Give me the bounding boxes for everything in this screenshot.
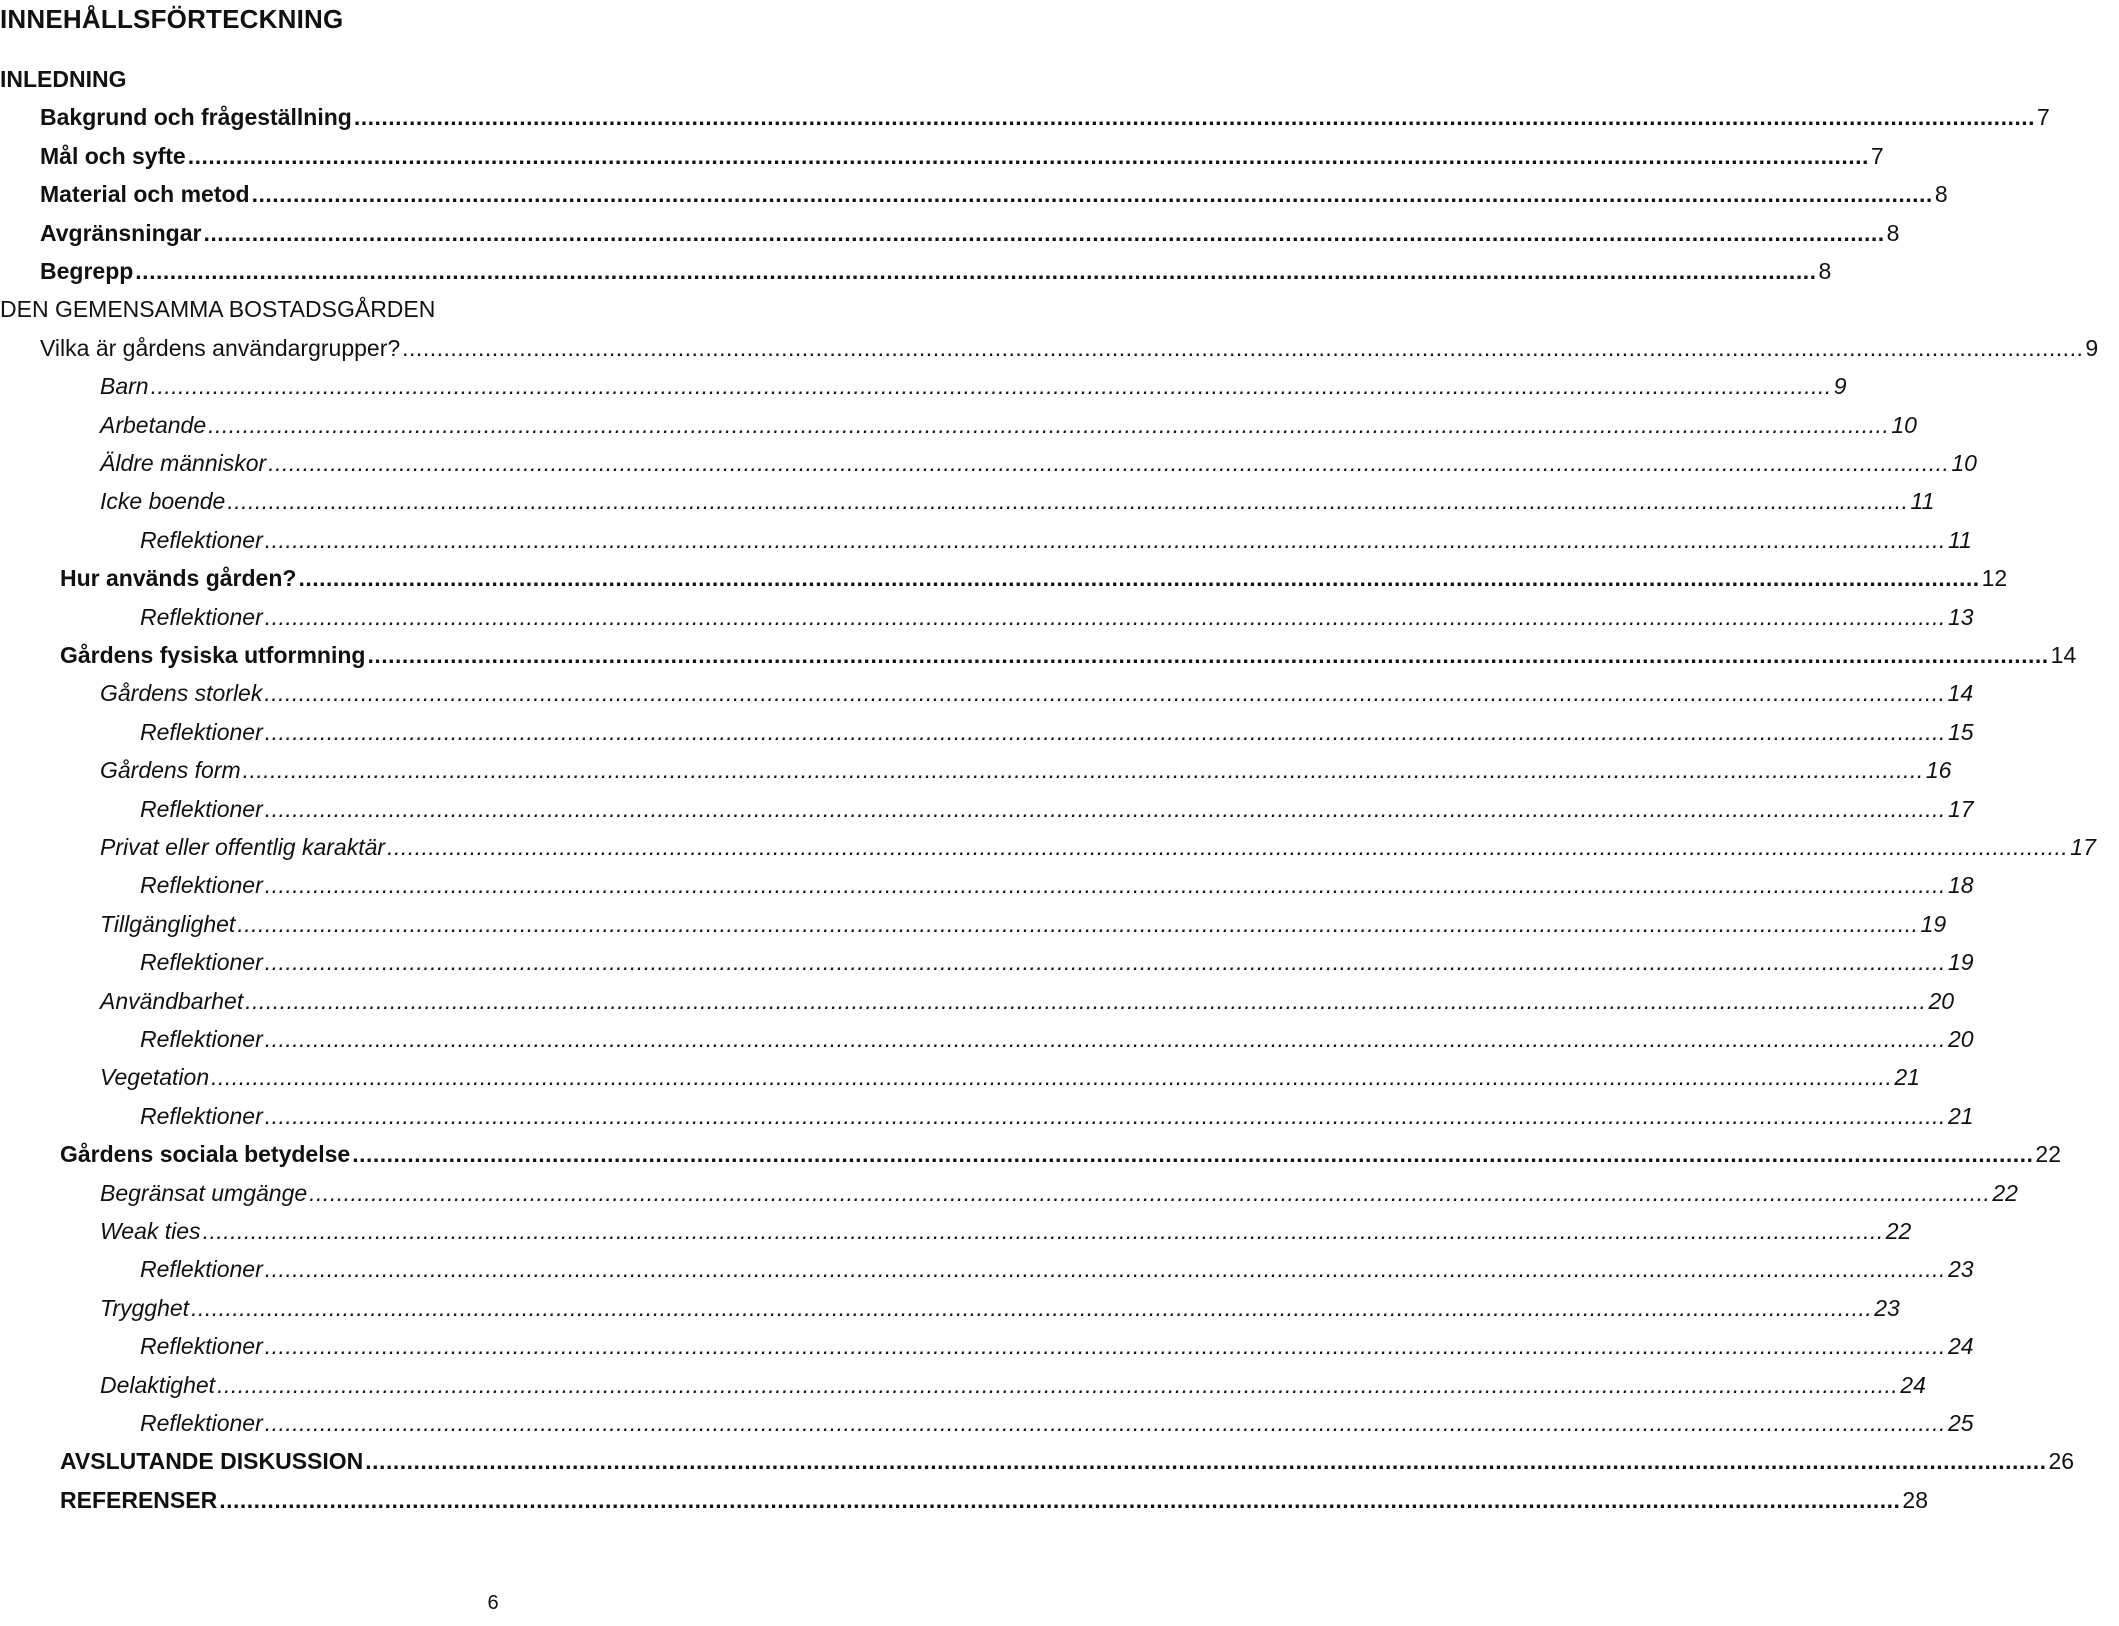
- toc-entry-label: Icke boende: [100, 488, 226, 515]
- toc-entry-label: Gårdens sociala betydelse: [60, 1141, 351, 1168]
- toc-entry-label: Arbetande: [100, 411, 207, 438]
- toc-entry-page: 11: [1947, 526, 1972, 553]
- toc-entry-label: Material och metod: [40, 181, 250, 208]
- toc-entry-label: Reflektioner: [140, 526, 263, 553]
- toc-entry[interactable]: [0, 603, 1974, 644]
- toc-entry[interactable]: [0, 66, 923, 106]
- toc-entry-label: Begränsat umgänge: [100, 1179, 308, 1206]
- toc-entry-page: 17: [2070, 834, 2096, 860]
- toc-dot-leader: [203, 220, 1884, 247]
- toc-entry-page: 10: [1891, 411, 1917, 438]
- toc-entry[interactable]: [0, 987, 1955, 1028]
- toc-entry-page: 23: [1947, 1256, 1974, 1283]
- toc-entry[interactable]: [0, 1218, 1912, 1258]
- toc-entry-page: 19: [1947, 949, 1974, 976]
- toc-entry-page: 22: [1992, 1179, 2018, 1206]
- toc-entry[interactable]: [0, 1410, 1974, 1450]
- toc-dot-leader: [264, 680, 1945, 707]
- toc-entry-label: DEN GEMENSAMMA BOSTADSGÅRDEN: [0, 296, 436, 323]
- page-number: 6: [487, 1592, 499, 1614]
- toc-entry-label: Äldre människor: [100, 450, 267, 476]
- toc-entry-page: 19: [1920, 910, 1947, 937]
- toc-dot-leader: [402, 335, 2083, 362]
- toc-dot-leader: [151, 373, 1832, 400]
- toc-entry[interactable]: [0, 1026, 1974, 1066]
- toc-entry-label: Reflektioner: [140, 872, 263, 899]
- toc-entry[interactable]: [0, 1294, 1900, 1335]
- toc-entry-label: Trygghet: [100, 1294, 190, 1321]
- toc-entry[interactable]: [0, 565, 2008, 605]
- toc-entry-page: 20: [1928, 987, 1955, 1014]
- toc-entry-page: 17: [1947, 795, 1974, 822]
- toc-entry-label: Reflektioner: [140, 1333, 263, 1360]
- toc-dot-leader: [265, 1026, 1946, 1053]
- toc-dot-leader: [219, 1487, 1900, 1514]
- toc-dot-leader: [354, 104, 2035, 131]
- toc-dot-leader: [208, 412, 1889, 439]
- toc-dot-leader: [217, 1372, 1898, 1399]
- toc-entry[interactable]: [0, 142, 1884, 183]
- toc-entry-label: Hur används gården?: [60, 565, 297, 592]
- toc-entry[interactable]: [0, 949, 1974, 989]
- toc-dot-leader: [265, 604, 1946, 631]
- toc-entry[interactable]: [0, 488, 1935, 528]
- toc-dot-leader: [188, 143, 1869, 170]
- toc-dot-leader: [135, 258, 1816, 285]
- toc-entry[interactable]: [0, 1256, 1974, 1296]
- toc-entry-label: Reflektioner: [140, 1410, 263, 1436]
- toc-entry[interactable]: [0, 834, 2096, 874]
- toc-entry-label: Gårdens fysiska utformning: [60, 642, 366, 668]
- toc-title: INNEHÅLLSFÖRTECKNING: [0, 4, 344, 34]
- toc-entry-page: 18: [1947, 872, 1974, 899]
- toc-entry-label: Mål och syfte: [40, 142, 186, 169]
- toc-entry-page: 9: [2085, 334, 2099, 361]
- toc-entry-label: Användbarhet: [100, 987, 244, 1014]
- toc-dot-leader: [265, 796, 1946, 823]
- toc-entry-page: 13: [1947, 603, 1974, 630]
- toc-dot-leader: [211, 1064, 1892, 1091]
- toc-dot-leader: [265, 1333, 1946, 1360]
- toc-entry-page: 24: [1947, 1333, 1974, 1360]
- toc-entry-label: Reflektioner: [140, 1256, 263, 1283]
- toc-entry-label: Vilka är gårdens användargrupper?: [40, 334, 401, 361]
- toc-entry-page: 7: [2037, 104, 2050, 131]
- toc-entry[interactable]: [0, 411, 1917, 452]
- toc-entry[interactable]: [0, 757, 1952, 797]
- toc-entry-label: Vegetation: [100, 1064, 210, 1091]
- toc-entry-label: Privat eller offentlig karaktär: [100, 834, 386, 860]
- toc-entry-label: Avgränsningar: [40, 219, 202, 246]
- toc-entry-page: 8: [1934, 181, 1948, 208]
- toc-entry-page: 22: [1885, 1218, 1912, 1244]
- toc-entry-label: Reflektioner: [140, 718, 263, 745]
- toc-entry-page: 12: [1981, 565, 2008, 592]
- toc-entry-page: 14: [2050, 642, 2077, 668]
- toc-entry-page: 25: [1947, 1410, 1974, 1436]
- toc-entry-page: 14: [1947, 680, 1974, 707]
- toc-entry-label: Bakgrund och frågeställning: [40, 104, 352, 131]
- toc-entry-label: Reflektioner: [140, 1102, 263, 1129]
- toc-entry-page: 24: [1900, 1371, 1926, 1398]
- toc-dot-leader: [243, 757, 1924, 784]
- toc-entry-label: Reflektioner: [140, 1026, 263, 1052]
- toc-entry-page: 28: [1902, 1486, 1928, 1513]
- toc-entry-page: 21: [1947, 1102, 1974, 1129]
- toc-entry[interactable]: [0, 450, 1977, 490]
- toc-entry-page: 26: [2048, 1448, 2075, 1475]
- toc-entry[interactable]: [0, 1448, 2075, 1488]
- toc-entry[interactable]: [0, 296, 923, 336]
- toc-entry-label: Reflektioner: [140, 949, 263, 976]
- toc-entry-label: Gårdens storlek: [100, 680, 263, 707]
- toc-entry-page: 8: [1886, 219, 1900, 246]
- toc-entry-page: 11: [1910, 488, 1935, 515]
- toc-dot-leader: [203, 1218, 1884, 1245]
- toc-dot-leader: [265, 1410, 1946, 1437]
- toc-dot-leader: [191, 1295, 1872, 1322]
- toc-dot-leader: [265, 1256, 1946, 1283]
- toc-dot-leader: [245, 988, 1926, 1015]
- toc-dot-leader: [309, 1180, 1990, 1207]
- toc-entry-page: 15: [1947, 718, 1974, 745]
- toc-dot-leader: [265, 872, 1946, 899]
- toc-entry[interactable]: [0, 1102, 1974, 1143]
- toc-entry-page: 21: [1894, 1064, 1920, 1091]
- toc-entry-label: INLEDNING: [0, 66, 127, 92]
- toc-entry-page: 23: [1874, 1294, 1900, 1321]
- toc-dot-leader: [352, 1141, 2033, 1168]
- toc-entry[interactable]: [0, 642, 2077, 682]
- toc-entry-page: 8: [1818, 258, 1832, 284]
- toc-entry-page: 7: [1870, 142, 1884, 169]
- toc-entry[interactable]: [0, 104, 2050, 144]
- toc-entry[interactable]: [0, 1064, 1920, 1104]
- toc-entry-label: REFERENSER: [60, 1486, 218, 1513]
- toc-entry-page: 9: [1833, 373, 1847, 400]
- toc-entry[interactable]: [0, 795, 1974, 836]
- toc-entry-page: 16: [1925, 757, 1952, 784]
- toc-entry[interactable]: [0, 526, 1972, 567]
- toc-dot-leader: [265, 527, 1946, 554]
- toc-entry-label: AVSLUTANDE DISKUSSION: [60, 1448, 364, 1475]
- toc-dot-leader: [265, 1103, 1946, 1130]
- toc-entry-page: 20: [1947, 1026, 1974, 1052]
- toc-entry[interactable]: [0, 1486, 1928, 1527]
- toc-dot-leader: [237, 911, 1918, 938]
- toc-entry[interactable]: [0, 872, 1974, 912]
- toc-entry[interactable]: [0, 910, 1947, 951]
- toc-entry-label: Reflektioner: [140, 603, 263, 630]
- toc-dot-leader: [367, 642, 2048, 669]
- toc-entry[interactable]: [0, 334, 2099, 375]
- toc-entry-label: Gårdens form: [100, 757, 241, 784]
- toc-entry[interactable]: [0, 1333, 1974, 1373]
- toc-entry[interactable]: [0, 1371, 1926, 1412]
- toc-entry[interactable]: [0, 1179, 2018, 1220]
- toc-entry-label: Begrepp: [40, 258, 134, 284]
- toc-entry-label: Delaktighet: [100, 1371, 216, 1398]
- toc-entry[interactable]: [0, 1141, 2061, 1181]
- toc-entry-label: Reflektioner: [140, 795, 263, 822]
- toc-dot-leader: [265, 719, 1946, 746]
- toc-dot-leader: [298, 565, 1979, 592]
- toc-entry-page: 10: [1951, 450, 1977, 476]
- toc-entry[interactable]: [0, 718, 1974, 759]
- toc-entry[interactable]: [0, 680, 1974, 720]
- toc-entry[interactable]: [0, 219, 1900, 260]
- toc-dot-leader: [265, 949, 1946, 976]
- toc-entry-label: Tillgänglighet: [100, 910, 236, 937]
- toc-entry-label: Barn: [100, 373, 149, 400]
- toc-dot-leader: [227, 488, 1908, 515]
- toc-dot-leader: [268, 450, 1949, 477]
- toc-dot-leader: [252, 181, 1933, 208]
- toc-entry-label: Weak ties: [100, 1218, 201, 1244]
- toc-dot-leader: [365, 1448, 2046, 1475]
- toc-dot-leader: [387, 834, 2068, 861]
- toc-entry[interactable]: [0, 181, 1948, 221]
- toc-entry[interactable]: [0, 258, 1832, 298]
- toc-entry-page: 22: [2035, 1141, 2061, 1168]
- toc-entry[interactable]: [0, 373, 1847, 413]
